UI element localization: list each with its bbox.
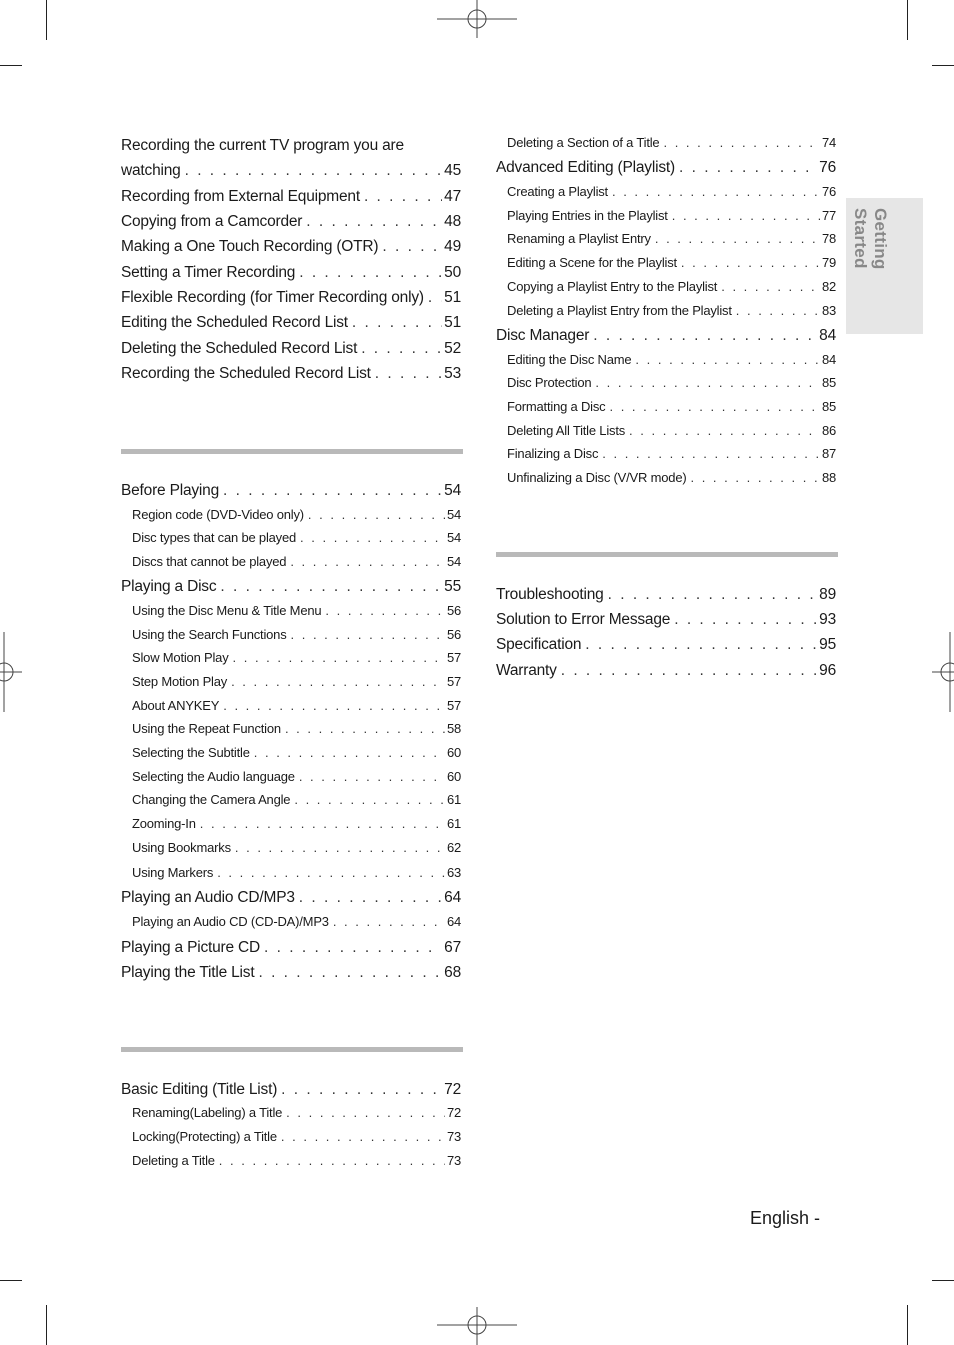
toc-entry-page: 57 [446,698,461,713]
toc-entry-title: Editing the Disc Name [507,352,632,367]
toc-entry-title: Disc types that can be played [132,530,297,545]
toc-entry [496,255,836,270]
toc-entry [121,188,461,206]
toc-entry-title: Warranty [496,662,557,679]
toc-entry [121,340,461,358]
toc-leader-dots [217,865,445,880]
toc-entry-page: 73 [446,1129,461,1144]
toc-leader-dots [690,470,819,485]
toc-leader-dots [231,674,445,689]
toc-entry [121,1153,461,1168]
toc-entry [496,470,836,485]
toc-entry-page: 54 [444,482,461,499]
toc-entry-title: Setting a Timer Recording [121,264,296,281]
toc-entry [496,352,836,367]
toc-entry-page: 58 [446,721,461,736]
toc-leader-dots [595,375,820,390]
toc-entry-title: Recording the Scheduled Record List [121,365,371,382]
toc-entry-page: 54 [446,507,461,522]
toc-entry [121,816,461,831]
toc-entry-title: Playing a Disc [121,578,217,595]
toc-entry [121,213,461,231]
toc-leader-dots [220,578,442,596]
toc-leader-dots [299,889,442,907]
toc-leader-dots [291,627,445,642]
toc-entry-page: 85 [821,399,836,414]
toc-entry [121,507,461,522]
toc-entry-title: Playing an Audio CD (CD-DA)/MP3 [132,914,329,929]
toc-entry-page: 88 [821,470,836,485]
toc-entry [496,135,836,150]
crop-mark [46,0,47,40]
toc-entry-page: 49 [444,238,461,255]
toc-entry-title: Renaming a Playlist Entry [507,231,651,246]
toc-entry [121,365,461,383]
toc-entry-page: 76 [821,184,836,199]
toc-entry-page: 76 [819,159,836,176]
toc-entry-intro: Recording the current TV program you are [121,137,404,154]
toc-leader-dots [736,303,820,318]
page-footer: English - [750,1208,821,1228]
toc-entry-page: 62 [446,840,461,855]
toc-entry [121,482,461,500]
toc-entry-page: 64 [444,889,461,906]
toc-leader-dots [612,184,820,199]
toc-entry [121,914,461,929]
toc-leader-dots [602,446,820,461]
toc-entry [496,662,836,680]
toc-entry-page: 45 [444,162,461,179]
toc-entry [496,184,836,199]
toc-entry-title: Renaming(Labeling) a Title [132,1105,283,1120]
toc-column-left [121,0,461,1345]
toc-leader-dots [674,611,817,629]
toc-entry [121,889,461,907]
toc-entry-page: 93 [819,611,836,628]
toc-leader-dots [561,662,817,680]
toc-entry [496,327,836,345]
toc-entry [121,603,461,618]
registration-mark-icon [0,632,22,712]
toc-entry-page: 56 [446,627,461,642]
toc-leader-dots [428,289,442,307]
toc-entry [496,399,836,414]
toc-entry-page: 74 [821,135,836,150]
toc-entry [496,423,836,438]
toc-leader-dots [300,530,445,545]
toc-entry [496,279,836,294]
toc-entry-title: About ANYKEY [132,698,220,713]
toc-entry [121,964,461,982]
toc-entry-title: Deleting a Playlist Entry from the Playlist [507,303,732,318]
toc-entry-page: 72 [446,1105,461,1120]
toc-entry-page: 89 [819,586,836,603]
toc-entry-title: Locking(Protecting) a Title [132,1129,277,1144]
toc-entry [121,698,461,713]
toc-leader-dots [364,188,442,206]
crop-mark [0,1280,22,1281]
toc-leader-dots [325,603,445,618]
toc-leader-dots [361,340,442,358]
toc-entry [496,375,836,390]
toc-entry-page: 61 [446,792,461,807]
toc-entry [121,554,461,569]
toc-entry-title: Discs that cannot be played [132,554,287,569]
toc-entry-page: 84 [819,327,836,344]
toc-entry-title: Region code (DVD-Video only) [132,507,304,522]
toc-entry-page: 87 [821,446,836,461]
toc-entry-page: 67 [444,939,461,956]
toc-leader-dots [609,399,819,414]
toc-entry-title: Creating a Playlist [507,184,608,199]
toc-entry-title: Solution to Error Message [496,611,671,628]
toc-entry-title: Using Bookmarks [132,840,231,855]
toc-entry [121,1081,461,1099]
toc-entry-title: Playing a Picture CD [121,939,261,956]
toc-entry [121,939,461,957]
toc-leader-dots [294,792,445,807]
toc-entry-title: Playing an Audio CD/MP3 [121,889,295,906]
toc-entry [496,303,836,318]
toc-entry-page: 53 [444,365,461,382]
toc-leader-dots [635,352,820,367]
toc-leader-dots [285,721,445,736]
toc-entry-title: Using the Disc Menu & Title Menu [132,603,322,618]
toc-entry-title: Formatting a Disc [507,399,606,414]
toc-entry-title: Playing Entries in the Playlist [507,208,668,223]
toc-entry-page: 51 [444,289,461,306]
toc-entry [121,314,461,332]
toc-entry [121,1105,461,1120]
toc-leader-dots [233,650,445,665]
toc-entry [121,238,461,256]
toc-entry-page: 47 [444,188,461,205]
toc-entry-title: Deleting the Scheduled Record List [121,340,358,357]
toc-leader-dots [681,255,820,270]
toc-leader-dots [655,231,820,246]
toc-leader-dots [223,482,442,500]
toc-leader-dots [290,554,445,569]
section-tab [846,198,923,334]
toc-leader-dots [585,636,817,654]
toc-entry [121,530,461,545]
toc-leader-dots [185,162,443,180]
crop-mark [932,65,954,66]
toc-entry [121,865,461,880]
toc-entry [121,792,461,807]
toc-leader-dots [663,135,819,150]
toc-entry-title: Step Motion Play [132,674,228,689]
toc-leader-dots [219,1153,445,1168]
toc-entry-page: 82 [821,279,836,294]
toc-leader-dots [721,279,820,294]
toc-entry-title: Disc Manager [496,327,590,344]
toc-entry-page: 96 [819,662,836,679]
toc-entry-title: Zooming-In [132,816,196,831]
toc-entry-page: 85 [821,375,836,390]
toc-leader-dots [382,238,442,256]
toc-entry-title: Finalizing a Disc [507,446,599,461]
toc-entry-page: 72 [444,1081,461,1098]
toc-entry-title: Copying from a Camcorder [121,213,303,230]
toc-entry-page: 48 [444,213,461,230]
toc-leader-dots [352,314,442,332]
toc-entry-page: 57 [446,650,461,665]
toc-entry-page: 68 [444,964,461,981]
toc-entry-title: Slow Motion Play [132,650,229,665]
toc-leader-dots [375,365,442,383]
toc-entry-title: Specification [496,636,582,653]
toc-leader-dots [235,840,445,855]
crop-mark [907,1305,908,1345]
toc-entry-title: watching [121,162,181,179]
toc-entry [121,769,461,784]
toc-entry-title: Editing a Scene for the Playlist [507,255,677,270]
toc-entry-title: Advanced Editing (Playlist) [496,159,675,176]
toc-entry-page: 52 [444,340,461,357]
toc-entry-page: 50 [444,264,461,281]
toc-leader-dots [258,964,442,982]
toc-leader-dots [281,1081,442,1099]
toc-entry-page: 60 [446,769,461,784]
toc-entry [496,636,836,654]
toc-entry-title: Disc Protection [507,375,592,390]
toc-entry-title: Playing the Title List [121,964,255,981]
toc-entry-page: 61 [446,816,461,831]
toc-leader-dots [306,213,442,231]
toc-entry-page: 84 [821,352,836,367]
toc-entry-title: Troubleshooting [496,586,604,603]
toc-leader-dots [264,939,442,957]
toc-entry-page: 79 [821,255,836,270]
toc-entry-page: 57 [446,674,461,689]
toc-leader-dots [593,327,817,345]
toc-entry-page: 77 [821,208,836,223]
toc-entry-page: 73 [446,1153,461,1168]
toc-entry [496,586,836,604]
toc-entry [121,674,461,689]
toc-entry-title: Copying a Playlist Entry to the Playlist [507,279,718,294]
toc-entry-title: Deleting a Title [132,1153,215,1168]
toc-entry-page: 51 [444,314,461,331]
toc-entry-page: 54 [446,530,461,545]
section-tab-label: Getting Started [851,208,890,270]
crop-mark [46,1305,47,1345]
toc-entry [496,231,836,246]
toc-entry [121,650,461,665]
toc-entry-page: 64 [446,914,461,929]
toc-entry [121,627,461,642]
toc-entry-page: 55 [444,578,461,595]
toc-leader-dots [299,264,442,282]
toc-leader-dots [223,698,445,713]
toc-entry-title: Editing the Scheduled Record List [121,314,348,331]
toc-entry [121,578,461,596]
toc-leader-dots [281,1129,445,1144]
toc-entry [496,446,836,461]
toc-leader-dots [308,507,445,522]
toc-entry [121,1129,461,1144]
toc-entry-title: Using the Search Functions [132,627,287,642]
registration-mark-icon [932,632,954,712]
toc-entry [496,208,836,223]
toc-entry-title: Recording from External Equipment [121,188,360,205]
toc-entry-page: 78 [821,231,836,246]
toc-entry [121,745,461,760]
toc-entry [121,840,461,855]
toc-entry-title: Selecting the Subtitle [132,745,250,760]
crop-mark [907,0,908,40]
toc-entry-title: Using the Repeat Function [132,721,281,736]
toc-entry-title: Changing the Camera Angle [132,792,291,807]
toc-leader-dots [254,745,445,760]
toc-entry [496,159,836,177]
toc-leader-dots [629,423,820,438]
toc-entry-title: Making a One Touch Recording (OTR) [121,238,379,255]
crop-mark [0,65,22,66]
toc-leader-dots [672,208,820,223]
toc-entry-page: 86 [821,423,836,438]
toc-entry-page: 60 [446,745,461,760]
toc-entry-title: Selecting the Audio language [132,769,295,784]
toc-entry-title: Basic Editing (Title List) [121,1081,278,1098]
toc-entry [496,611,836,629]
toc-entry [121,289,461,307]
toc-leader-dots [286,1105,445,1120]
toc-leader-dots [608,586,818,604]
toc-entry-page: 95 [819,636,836,653]
toc-entry-title: Flexible Recording (for Timer Recording only) [121,289,424,306]
toc-entry-title: Deleting All Title Lists [507,423,626,438]
toc-entry [121,721,461,736]
toc-leader-dots [333,914,445,929]
toc-entry-title: Unfinalizing a Disc (V/VR mode) [507,470,687,485]
toc-entry-title: Before Playing [121,482,220,499]
toc-leader-dots [299,769,445,784]
toc-entry-page: 56 [446,603,461,618]
toc-entry-page: 63 [446,865,461,880]
toc-entry [121,264,461,282]
toc-entry-title: Using Markers [132,865,214,880]
toc-entry-title: Deleting a Section of a Title [507,135,660,150]
crop-mark [932,1280,954,1281]
toc-entry-page: 54 [446,554,461,569]
toc-entry [121,162,461,180]
toc-column-right [496,0,836,1345]
toc-leader-dots [200,816,445,831]
toc-entry-page: 83 [821,303,836,318]
toc-leader-dots [679,159,817,177]
